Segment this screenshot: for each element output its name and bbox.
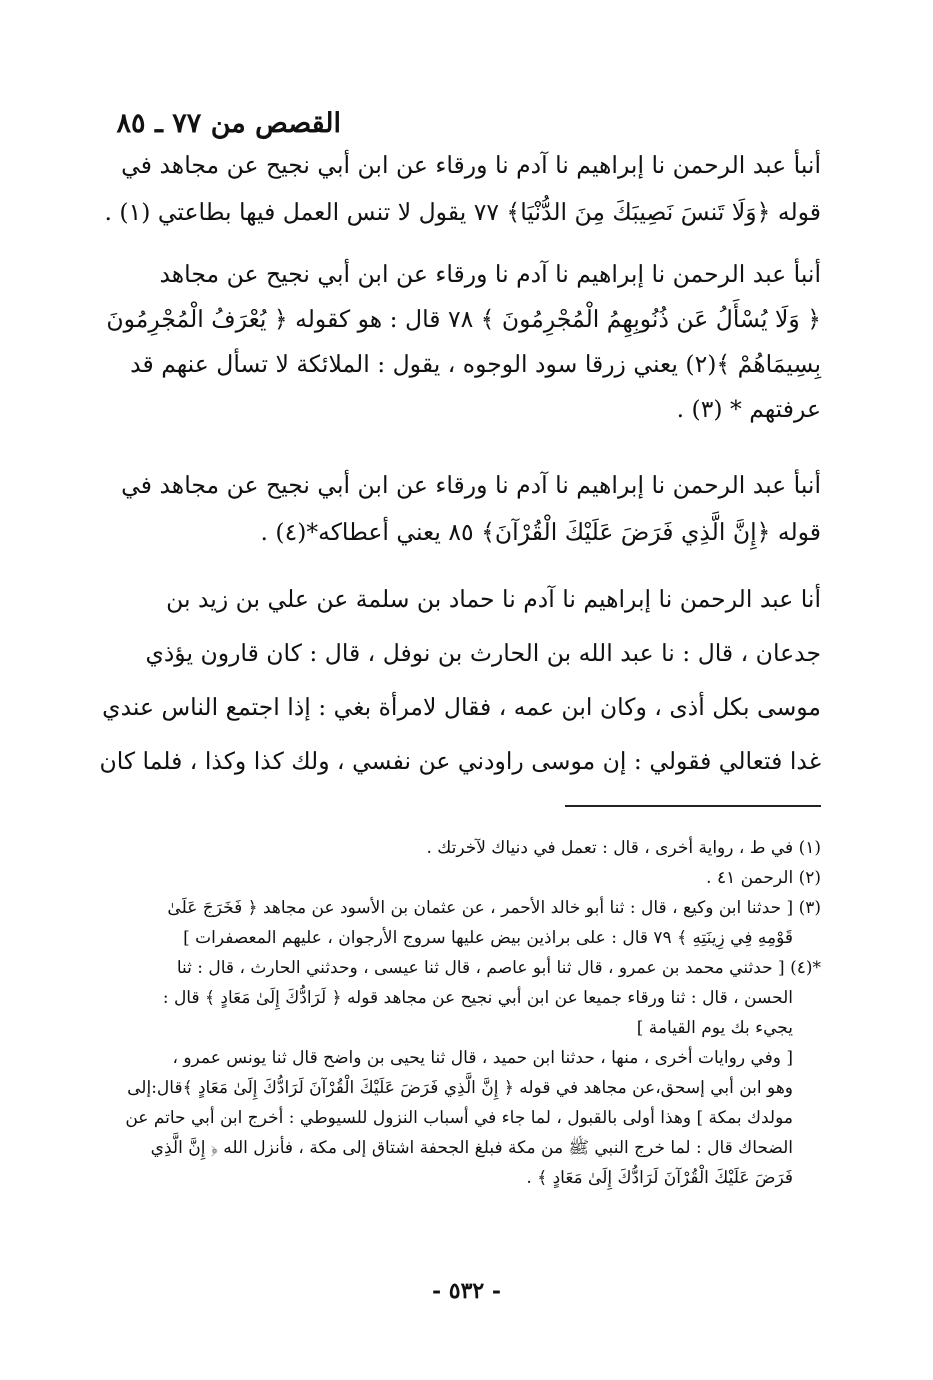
paragraph-line: قوله ﴿إِنَّ الَّذِي فَرَضَ عَلَيْكَ الْقُرْآنَ﴾ ٨٥ يعني أعطاكه*(٤) .	[260, 518, 821, 546]
paragraph-line: أنا عبد الرحمن نا إبراهيم نا آدم نا حماد بن سلمة عن علي بن زيد بن	[166, 585, 821, 613]
footnote-line: مولدك بمكة ] وهذا أولى بالقبول ، لما جاء في أسباب النزول للسيوطي : أخرج ابن أبي حاتم عن	[125, 1108, 793, 1128]
paragraph-line: موسى بكل أذى ، وكان ابن عمه ، فقال لامرأة بغي : إذا اجتمع الناس عندي	[102, 693, 821, 721]
footnote-line: [ وفي روايات أخرى ، منها ، حدثنا ابن حميد ، قال ثنا يحيى بن واضح قال ثنا يونس عمرو ،	[172, 1048, 793, 1068]
footnote-line: الحسن ، قال : ثنا ورقاء جميعا عن ابن أبي نجيح عن مجاهد قوله ﴿ لَرَادُّكَ إِلَىٰ مَعَادٍ ﴾ قال :	[162, 988, 793, 1008]
paragraph-line: جدعان ، قال : نا عبد الله بن الحارث بن نوفل ، قال : كان قارون يؤذي	[145, 639, 821, 667]
paragraph-line: ﴿ وَلَا يُسْأَلُ عَن ذُنُوبِهِمُ الْمُجْرِمُونَ ﴾ ٧٨ قال : هو كقوله ﴿ يُعْرَفُ الْمُجْرِمُونَ	[106, 305, 821, 333]
footnotes	[116, 833, 821, 1193]
footnote-line: يجيء بك يوم القيامة ]	[636, 1018, 793, 1038]
paragraph-line: أنبأ عبد الرحمن نا إبراهيم نا آدم نا ورقاء عن ابن أبي نجيح عن مجاهد في	[121, 151, 821, 179]
paragraph-4	[99, 572, 821, 788]
section-heading: القصص من ٧٧ ـ ٨٥	[116, 108, 341, 139]
footnote-line: الضحاك قال : لما خرج النبي ﷺ من مكة فبلغ الجحفة اشتاق إلى مكة ، فأنزل الله ﴿ إِنَّ الَّذِي	[150, 1138, 793, 1158]
footnote-line: (١) في ط ، رواية أخرى ، قال : تعمل في دنياك لآخرتك .	[426, 838, 821, 858]
paragraph-1	[104, 142, 821, 236]
footnote-divider	[565, 805, 821, 807]
paragraph-2	[106, 252, 821, 432]
footnote-line: قَوْمِهِ فِي زِينَتِهِ ﴾ ٧٩ قال : على براذين بيض عليها سروج الأرجوان ، عليهم المعصفرات ]	[183, 928, 793, 948]
footnote-line: (٣) [ حدثنا ابن وكيع ، قال : ثنا أبو خالد الأحمر ، عن عثمان بن الأسود عن مجاهد ﴿ فَخَرَجَ عَلَىٰ	[167, 898, 821, 918]
paragraph-line: قوله ﴿وَلَا تَنسَ نَصِيبَكَ مِنَ الدُّنْيَا﴾ ٧٧ يقول لا تنس العمل فيها بطاعتي (١) .	[104, 198, 821, 226]
paragraph-line: بِسِيمَاهُمْ ﴾(٢) يعني زرقا سود الوجوه ، يقول : الملائكة لا تسأل عنهم قد	[130, 350, 821, 378]
page-number: - ٥٣٢ -	[431, 1278, 502, 1304]
footnote-line: فَرَضَ عَلَيْكَ الْقُرْآنَ لَرَادُّكَ إِلَىٰ مَعَادٍ ﴾ .	[526, 1168, 793, 1188]
footnote-line: *(٤) [ حدثني محمد بن عمرو ، قال ثنا أبو عاصم ، قال ثنا عيسى ، وحدثني الحارث ، قال : ثنا	[176, 958, 821, 978]
paragraph-line: عرفتهم * (٣) .	[676, 395, 821, 423]
paragraph-line: غدا فتعالي فقولي : إن موسى راودني عن نفسي ، ولك كذا وكذا ، فلما كان	[99, 747, 821, 775]
paragraph-line: أنبأ عبد الرحمن نا إبراهيم نا آدم نا ورقاء عن ابن أبي نجيح عن مجاهد في	[121, 471, 821, 499]
paragraph-line: أنبأ عبد الرحمن نا إبراهيم نا آدم نا ورقاء عن ابن أبي نجيح عن مجاهد	[159, 260, 821, 288]
footnote-line: (٢) الرحمن ٤١ .	[706, 868, 821, 888]
footnote-line: وهو ابن أبي إسحق،عن مجاهد في قوله ﴿ إِنَّ الَّذِي فَرَضَ عَلَيْكَ الْقُرْآنَ لَرَادُّكَ إِلَىٰ مَعَادٍ ﴾قال:إلى	[127, 1078, 793, 1098]
paragraph-3	[121, 462, 821, 556]
